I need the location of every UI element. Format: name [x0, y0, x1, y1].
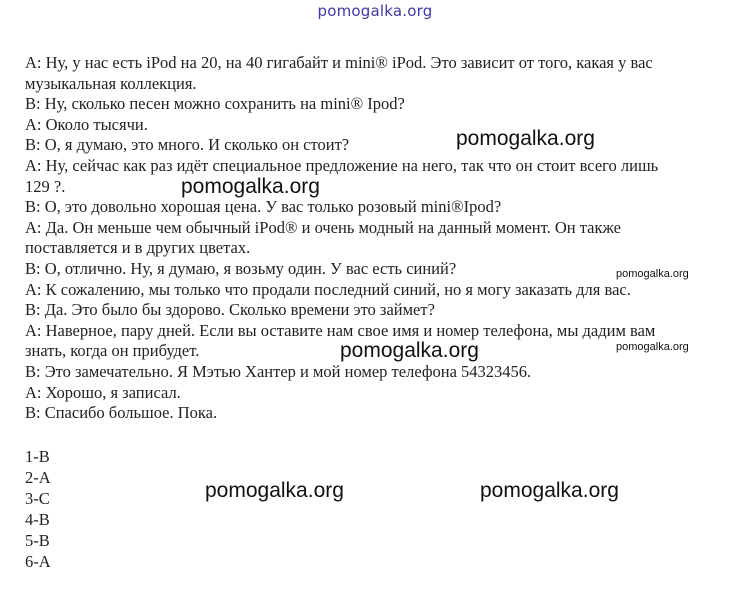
watermark: pomogalka.org: [480, 479, 619, 502]
answer-key: [25, 447, 51, 572]
dialogue-line: B: О, это довольно хорошая цена. У вас только розовый mini®Ipod?: [25, 197, 502, 217]
header-watermark: pomogalka.org: [317, 2, 433, 20]
dialogue-line: знать, когда он прибудет.: [25, 341, 200, 361]
dialogue-line: музыкальная коллекция.: [25, 73, 197, 93]
dialogue-line: B: Это замечательно. Я Мэтью Хантер и мой номер телефона 54323456.: [25, 361, 532, 381]
watermark: pomogalka.org: [181, 175, 320, 198]
watermark: pomogalka.org: [616, 268, 689, 280]
dialogue-line: B: Да. Это было бы здорово. Сколько времени это займет?: [25, 300, 435, 320]
dialogue-line: A: Да. Он меньше чем обычный iPod® и очень модный на данный момент. Он также: [25, 217, 621, 237]
dialogue-line: A: Ну, у нас есть iPod на 20, на 40 гигабайт и mini® iPod. Это зависит от того, какая у вас: [25, 53, 653, 72]
dialogue-line: A: Наверное, пару дней. Если вы оставите нам свое имя и номер телефона, мы дадим вам: [25, 320, 656, 340]
answer-item: 2-A: [25, 467, 51, 487]
answer-item: 4-B: [25, 509, 50, 529]
watermark: pomogalka.org: [205, 479, 344, 502]
dialogue-line: 129 ?.: [25, 176, 66, 196]
answer-item: 1-B: [25, 447, 50, 466]
answer-item: 3-C: [25, 488, 50, 508]
watermark: pomogalka.org: [340, 339, 479, 362]
dialogue-line: B: О, отлично. Ну, я думаю, я возьму один. У вас есть синий?: [25, 258, 457, 278]
watermark: pomogalka.org: [456, 127, 595, 150]
dialogue-line: A: Около тысячи.: [25, 114, 148, 134]
dialogue-line: B: Спасибо большое. Пока.: [25, 403, 218, 423]
dialogue-line: A: Хорошо, я записал.: [25, 382, 181, 402]
dialogue-line: A: Ну, сейчас как раз идёт специальное предложение на него, так что он стоит всего лишь: [25, 155, 659, 175]
dialogue-line: A: К сожалению, мы только что продали последний синий, но я могу заказать для вас.: [25, 279, 631, 299]
dialogue-line: поставляется и в других цветах.: [25, 238, 251, 258]
watermark: pomogalka.org: [616, 341, 689, 353]
dialogue-line: B: Ну, сколько песен можно сохранить на mini® Ipod?: [25, 94, 405, 114]
dialogue-line: B: О, я думаю, это много. И сколько он стоит?: [25, 135, 350, 155]
answer-item: 5-B: [25, 530, 50, 550]
dialogue-text: [25, 53, 725, 424]
answer-item: 6-A: [25, 551, 51, 571]
